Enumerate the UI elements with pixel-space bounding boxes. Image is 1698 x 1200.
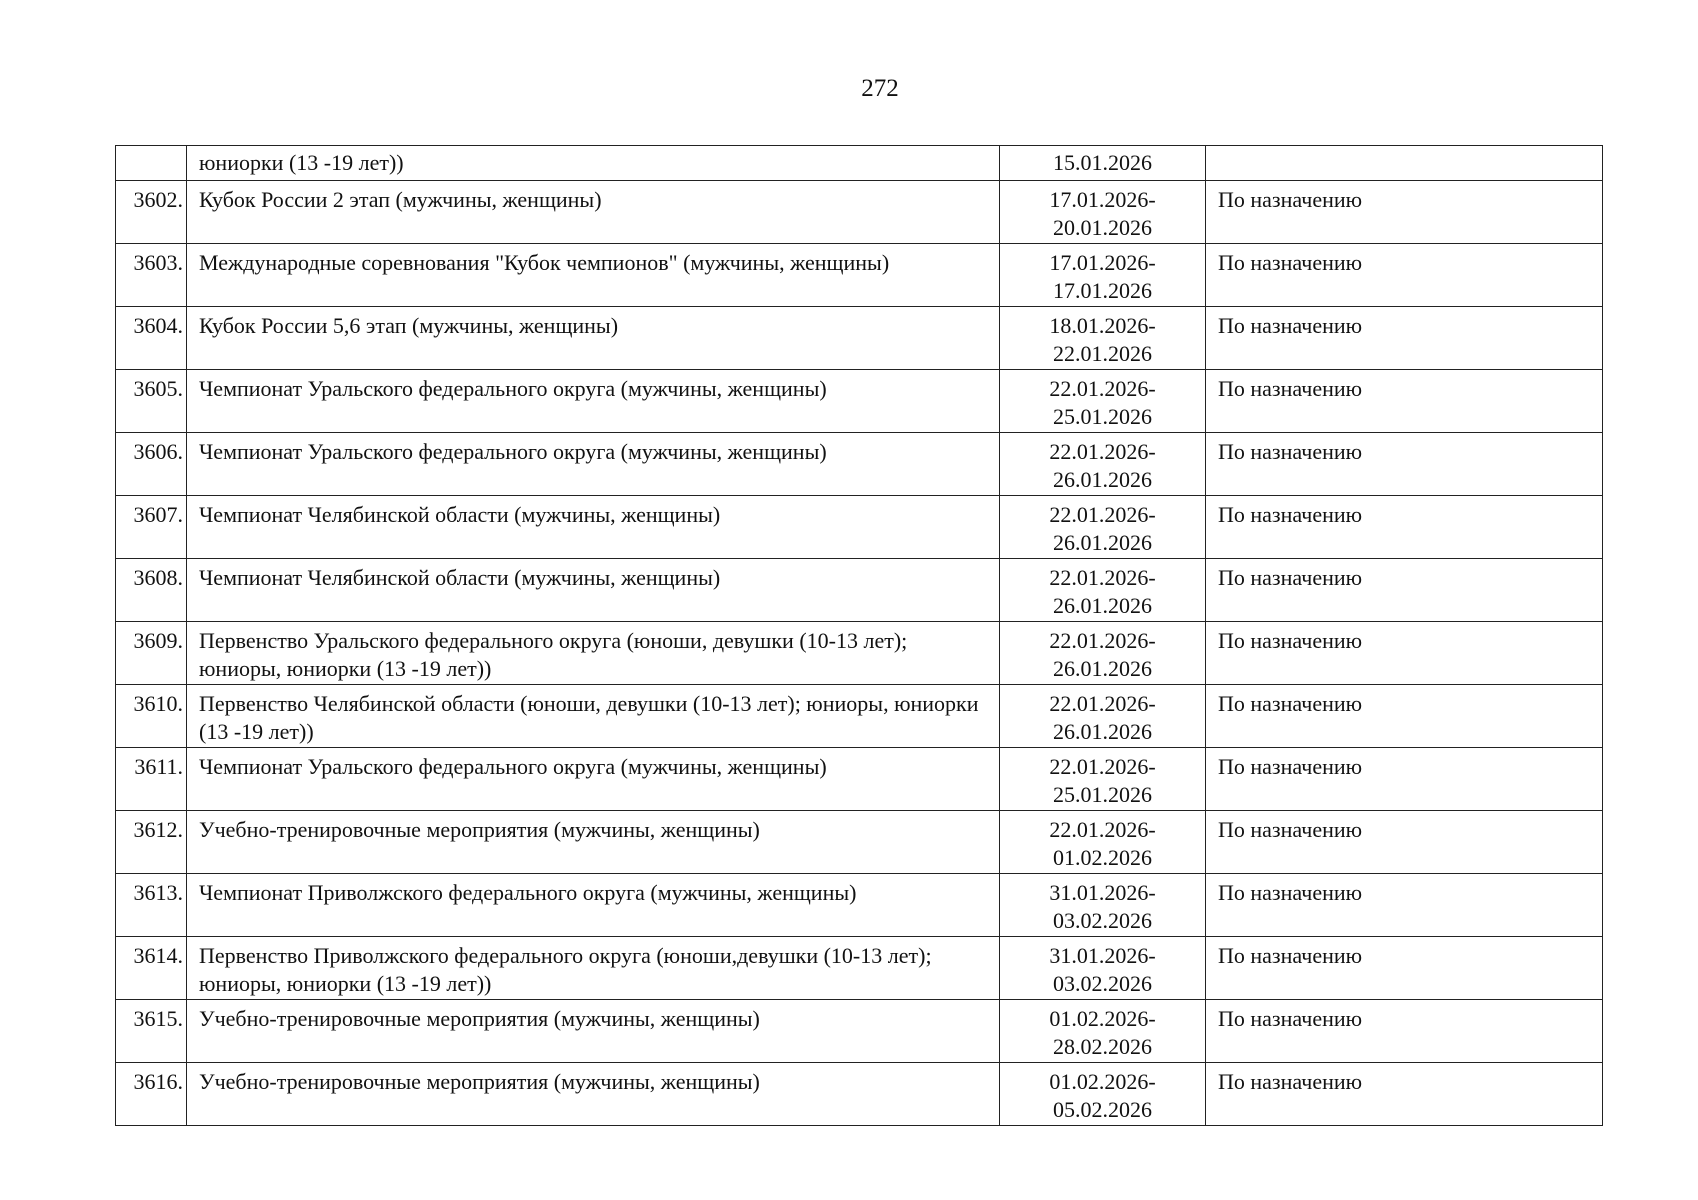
date-end: 25.01.2026 <box>1053 404 1152 429</box>
date-end: 26.01.2026 <box>1053 593 1152 618</box>
cell-place: По назначению <box>1206 496 1603 559</box>
cell-place: По назначению <box>1206 370 1603 433</box>
date-start: 22.01.2026- <box>1049 376 1156 401</box>
cell-date <box>1000 748 1206 811</box>
cell-event-name: Первенство Уральского федерального округа (юноши, девушки (10-13 лет); юниоры, юниорки (13 -19 лет)) <box>187 622 1000 685</box>
date-end: 26.01.2026 <box>1053 719 1152 744</box>
cell-number: 3605. <box>116 370 187 433</box>
date-end: 22.01.2026 <box>1053 341 1152 366</box>
page-number: 272 <box>861 75 899 102</box>
cell-date <box>1000 685 1206 748</box>
cell-number: 3604. <box>116 307 187 370</box>
date-start: 22.01.2026- <box>1049 439 1156 464</box>
cell-date <box>1000 370 1206 433</box>
cell-date <box>1000 1000 1206 1063</box>
table-row <box>116 874 1603 937</box>
cell-number: 3609. <box>116 622 187 685</box>
cell-place: По назначению <box>1206 244 1603 307</box>
date-end: 26.01.2026 <box>1053 530 1152 555</box>
cell-number: 3610. <box>116 685 187 748</box>
cell-number: 3611. <box>116 748 187 811</box>
table-row <box>116 496 1603 559</box>
date-start: 22.01.2026- <box>1049 502 1156 527</box>
cell-event-name: Чемпионат Уральского федерального округа (мужчины, женщины) <box>187 748 1000 811</box>
cell-date <box>1000 1063 1206 1126</box>
cell-number: 3606. <box>116 433 187 496</box>
cell-place: По назначению <box>1206 1000 1603 1063</box>
cell-number: 3613. <box>116 874 187 937</box>
date-start: 17.01.2026- <box>1049 250 1156 275</box>
cell-date <box>1000 433 1206 496</box>
table-row <box>116 559 1603 622</box>
cell-event-name: Чемпионат Уральского федерального округа (мужчины, женщины) <box>187 433 1000 496</box>
cell-place: По назначению <box>1206 181 1603 244</box>
date-start: 22.01.2026- <box>1049 817 1156 842</box>
cell-number: 3602. <box>116 181 187 244</box>
table-row <box>116 433 1603 496</box>
events-table <box>115 145 1603 1126</box>
cell-place <box>1206 146 1603 181</box>
cell-date <box>1000 496 1206 559</box>
date-start: 31.01.2026- <box>1049 943 1156 968</box>
date-start: 22.01.2026- <box>1049 628 1156 653</box>
cell-date <box>1000 559 1206 622</box>
cell-event-name: Чемпионат Челябинской области (мужчины, женщины) <box>187 559 1000 622</box>
cell-date <box>1000 307 1206 370</box>
date-start: 31.01.2026- <box>1049 880 1156 905</box>
cell-date <box>1000 244 1206 307</box>
cell-date: 15.01.2026 <box>1000 146 1206 181</box>
table-row <box>116 1063 1603 1126</box>
cell-event-name: Чемпионат Челябинской области (мужчины, женщины) <box>187 496 1000 559</box>
date-end: 20.01.2026 <box>1053 215 1152 240</box>
cell-place: По назначению <box>1206 622 1603 685</box>
cell-event-name: Кубок России 5,6 этап (мужчины, женщины) <box>187 307 1000 370</box>
cell-event-name: юниорки (13 -19 лет)) <box>187 146 1000 181</box>
cell-event-name: Первенство Челябинской области (юноши, девушки (10-13 лет); юниоры, юниорки (13 -19 лет)) <box>187 685 1000 748</box>
table-row <box>116 244 1603 307</box>
cell-number: 3608. <box>116 559 187 622</box>
table-row <box>116 307 1603 370</box>
date-end: 26.01.2026 <box>1053 467 1152 492</box>
cell-place: По назначению <box>1206 937 1603 1000</box>
date-end: 17.01.2026 <box>1053 278 1152 303</box>
date-end: 26.01.2026 <box>1053 656 1152 681</box>
cell-place: По назначению <box>1206 433 1603 496</box>
cell-number: 3612. <box>116 811 187 874</box>
date-end: 05.02.2026 <box>1053 1097 1152 1122</box>
date-end: 03.02.2026 <box>1053 908 1152 933</box>
cell-date <box>1000 937 1206 1000</box>
date-end: 28.02.2026 <box>1053 1034 1152 1059</box>
table-row <box>116 937 1603 1000</box>
cell-place: По назначению <box>1206 685 1603 748</box>
cell-event-name: Учебно-тренировочные мероприятия (мужчины, женщины) <box>187 811 1000 874</box>
cell-place: По назначению <box>1206 874 1603 937</box>
cell-event-name: Учебно-тренировочные мероприятия (мужчины, женщины) <box>187 1000 1000 1063</box>
date-end: 03.02.2026 <box>1053 971 1152 996</box>
cell-number <box>116 146 187 181</box>
cell-number: 3614. <box>116 937 187 1000</box>
date-start: 01.02.2026- <box>1049 1069 1156 1094</box>
cell-number: 3607. <box>116 496 187 559</box>
date-start: 22.01.2026- <box>1049 754 1156 779</box>
cell-date <box>1000 622 1206 685</box>
table-row-continuation <box>116 146 1603 181</box>
cell-date <box>1000 181 1206 244</box>
date-start: 18.01.2026- <box>1049 313 1156 338</box>
cell-place: По назначению <box>1206 811 1603 874</box>
cell-number: 3603. <box>116 244 187 307</box>
cell-number: 3616. <box>116 1063 187 1126</box>
cell-place: По назначению <box>1206 1063 1603 1126</box>
date-start: 22.01.2026- <box>1049 691 1156 716</box>
cell-date <box>1000 874 1206 937</box>
date-start: 17.01.2026- <box>1049 187 1156 212</box>
cell-place: По назначению <box>1206 559 1603 622</box>
cell-event-name: Учебно-тренировочные мероприятия (мужчины, женщины) <box>187 1063 1000 1126</box>
date-end: 25.01.2026 <box>1053 782 1152 807</box>
table-row <box>116 811 1603 874</box>
cell-number: 3615. <box>116 1000 187 1063</box>
cell-event-name: Первенство Приволжского федерального округа (юноши,девушки (10-13 лет); юниоры, юниорки (13 -19 лет)) <box>187 937 1000 1000</box>
cell-place: По назначению <box>1206 307 1603 370</box>
table-row <box>116 685 1603 748</box>
cell-event-name: Чемпионат Уральского федерального округа (мужчины, женщины) <box>187 370 1000 433</box>
cell-event-name: Чемпионат Приволжского федерального округа (мужчины, женщины) <box>187 874 1000 937</box>
date-start: 01.02.2026- <box>1049 1006 1156 1031</box>
date-end: 01.02.2026 <box>1053 845 1152 870</box>
cell-event-name: Международные соревнования "Кубок чемпионов" (мужчины, женщины) <box>187 244 1000 307</box>
date-start: 22.01.2026- <box>1049 565 1156 590</box>
table-row <box>116 748 1603 811</box>
table-row <box>116 1000 1603 1063</box>
cell-place: По назначению <box>1206 748 1603 811</box>
cell-date <box>1000 811 1206 874</box>
cell-event-name: Кубок России 2 этап (мужчины, женщины) <box>187 181 1000 244</box>
table-row <box>116 622 1603 685</box>
table-row <box>116 370 1603 433</box>
table-row <box>116 181 1603 244</box>
table-body <box>116 146 1603 1126</box>
